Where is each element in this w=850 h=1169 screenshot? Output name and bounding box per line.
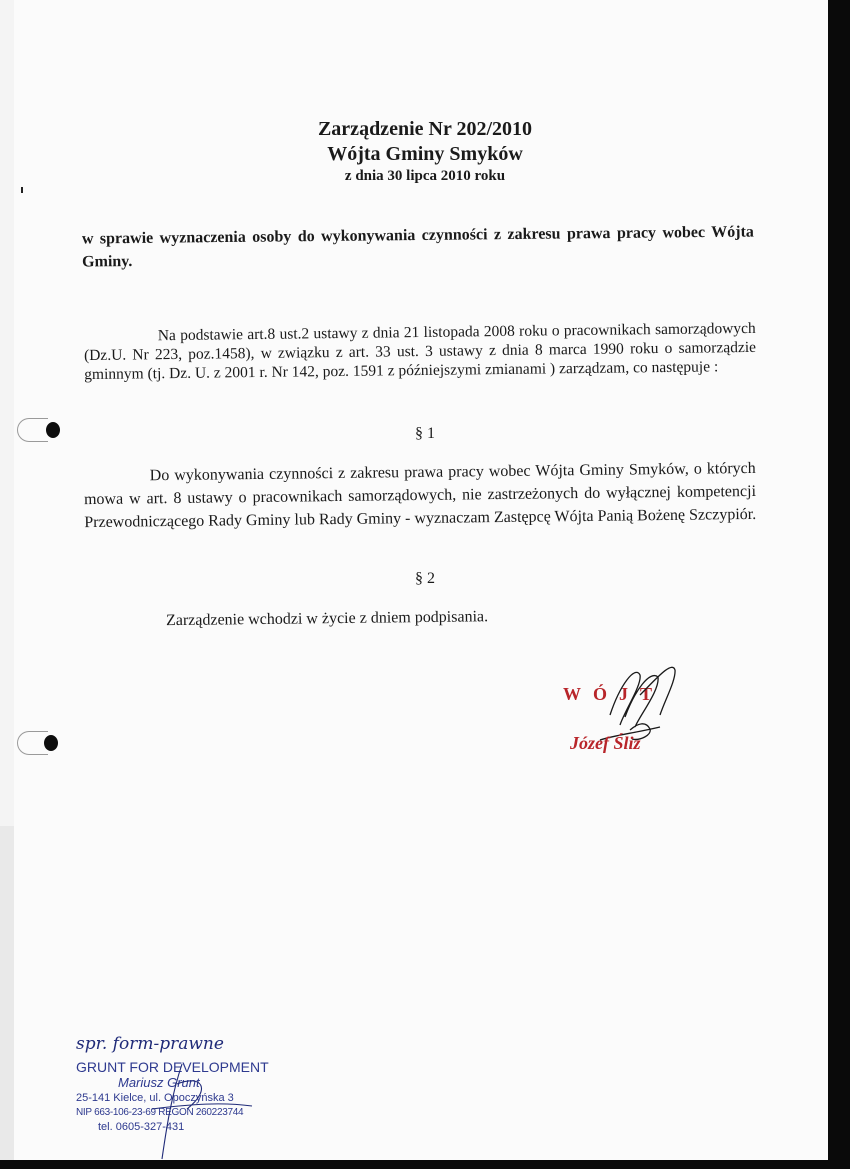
stamp-company-name: GRUNT FOR DEVELOPMENT	[76, 1059, 269, 1075]
signature-title-stamp: WÓJT	[563, 684, 665, 704]
document-subject: w sprawie wyznaczenia osoby do wykonywania czynności z zakresu prawa pracy wobec Wójta Gminy.	[81, 223, 754, 271]
document-date: z dnia 30 lipca 2010 roku	[344, 168, 506, 184]
section-1-heading: § 1	[415, 425, 435, 442]
section-2-text: Zarządzenie wchodzi w życie z dniem podpisania.	[165, 608, 489, 630]
legal-basis-text: Na podstawie art.8 ust.2 ustawy z dnia 21 listopada 2008 roku o pracownikach samorządowych (Dz.U. Nr 223, poz.1458), w związku z art. 33 ust. 3 ustawy z dnia 8 marca 1990 roku o samorządzie gminnym (tj. Dz. U. z 2001 r. Nr 142, poz. 1591 z późniejszymi zmianami ) zarządzam, co następuje :	[83, 319, 757, 384]
scan-bottom-border	[0, 1160, 850, 1169]
stamp-handwritten-note: spr. form-prawne	[76, 1034, 224, 1054]
section-1-paragraph	[84, 457, 757, 534]
stamp-signature	[132, 1054, 272, 1164]
document-title: Zarządzenie Nr 202/2010	[317, 118, 533, 140]
scan-left-edge-lower	[0, 826, 14, 1169]
document-issuer: Wójta Gminy Smyków	[327, 143, 523, 165]
stamp-address: 25-141 Kielce, ul. Opoczyńska 3	[76, 1092, 234, 1104]
stamp-tax-ids: NIP 663-106-23-69 REGON 260223744	[76, 1107, 244, 1118]
section-2-heading: § 2	[415, 570, 435, 587]
stamp-phone: tel. 0605-327-431	[98, 1121, 185, 1133]
punch-hole	[44, 735, 58, 751]
section-1-text: Do wykonywania czynności z zakresu prawa pracy wobec Wójta Gminy Smyków, o których mowa w art. 8 ustawy o pracownikach samorządowych, nie zastrzeżonych do wyłącznej kompetencji Przewodniczącego Rady Gminy lub Rady Gminy - wyznaczam Zastępcę Wójta Panią Bożenę Szczypiór.	[83, 459, 757, 532]
legal-basis-paragraph	[84, 319, 757, 384]
margin-mark	[21, 187, 23, 193]
stamp-person-name: Mariusz Grunt	[118, 1075, 200, 1090]
signatory-name: Józef Śliz	[570, 733, 641, 753]
